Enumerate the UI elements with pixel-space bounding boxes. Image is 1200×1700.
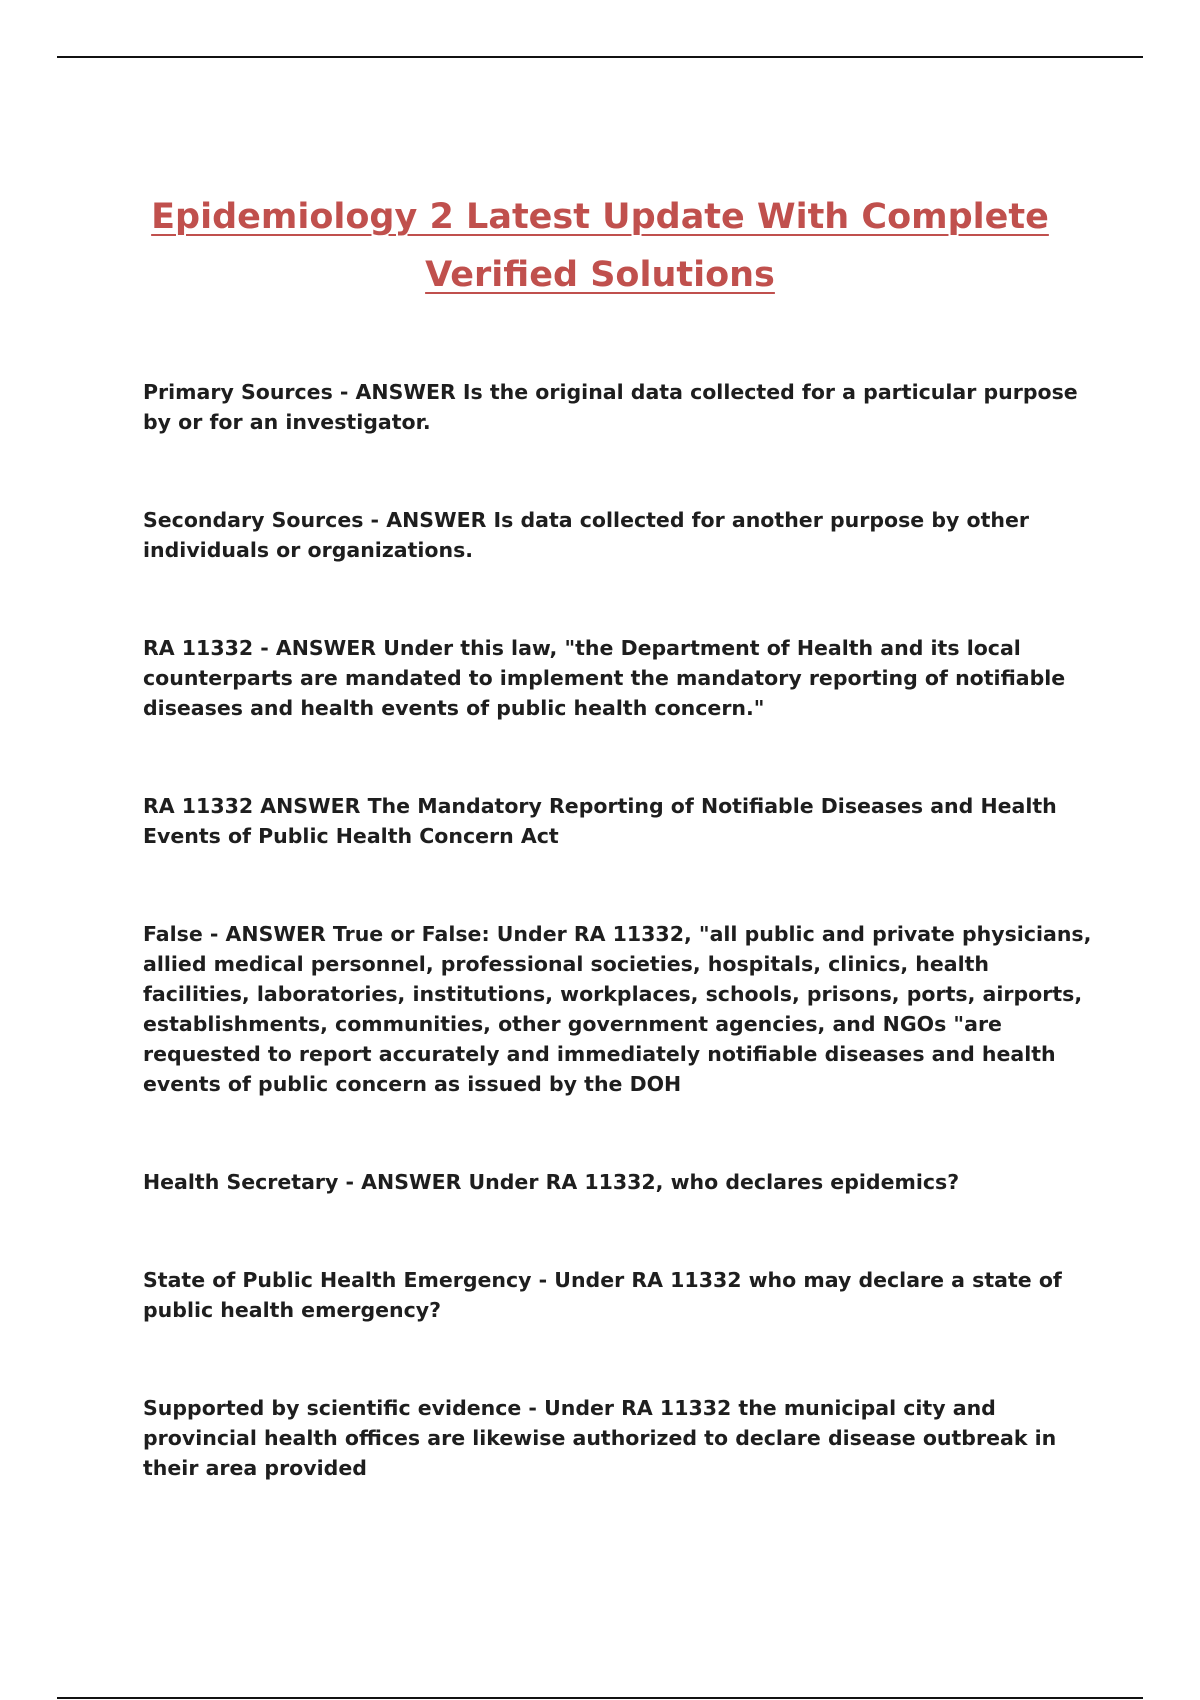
document-title xyxy=(60,188,1140,304)
qa-entry: Primary Sources - ANSWER Is the original data collected for a particular purpose by or for an investigator. xyxy=(143,380,1078,434)
qa-entry: RA 11332 - ANSWER Under this law, "the Department of Health and its local counterparts are mandated to implement the mandatory reporting of notifiable diseases and health events of public health concern." xyxy=(143,636,1066,720)
qa-entry: Supported by scientific evidence - Under RA 11332 the municipal city and provincial health offices are likewise authorized to declare disease outbreak in their area provided xyxy=(143,1396,1057,1480)
top-rule xyxy=(57,56,1143,58)
qa-entry: RA 11332 ANSWER The Mandatory Reporting of Notifiable Diseases and Health Events of Public Health Concern Act xyxy=(143,794,1057,848)
title-line-2: Verified Solutions xyxy=(425,255,775,295)
qa-entry: State of Public Health Emergency - Under RA 11332 who may declare a state of public health emergency? xyxy=(143,1268,1062,1322)
bottom-rule xyxy=(57,1697,1143,1699)
qa-entry: Secondary Sources - ANSWER Is data collected for another purpose by other individuals or organizations. xyxy=(143,508,1029,562)
title-line-1: Epidemiology 2 Latest Update With Complete xyxy=(151,197,1049,237)
qa-entry: False - ANSWER True or False: Under RA 11332, "all public and private physicians, allied medical personnel, professional societies, hospitals, clinics, health facilities, laboratories, institutions, workplaces, schools, prisons, ports, airports, establishments, communities, other government agencies, and NGOs "are requested to report accurately and immediately notifiable diseases and health events of public concern as issued by the DOH xyxy=(143,922,1092,1096)
qa-entry-list xyxy=(143,377,1093,1551)
qa-entry: Health Secretary - ANSWER Under RA 11332, who declares epidemics? xyxy=(143,1170,960,1194)
